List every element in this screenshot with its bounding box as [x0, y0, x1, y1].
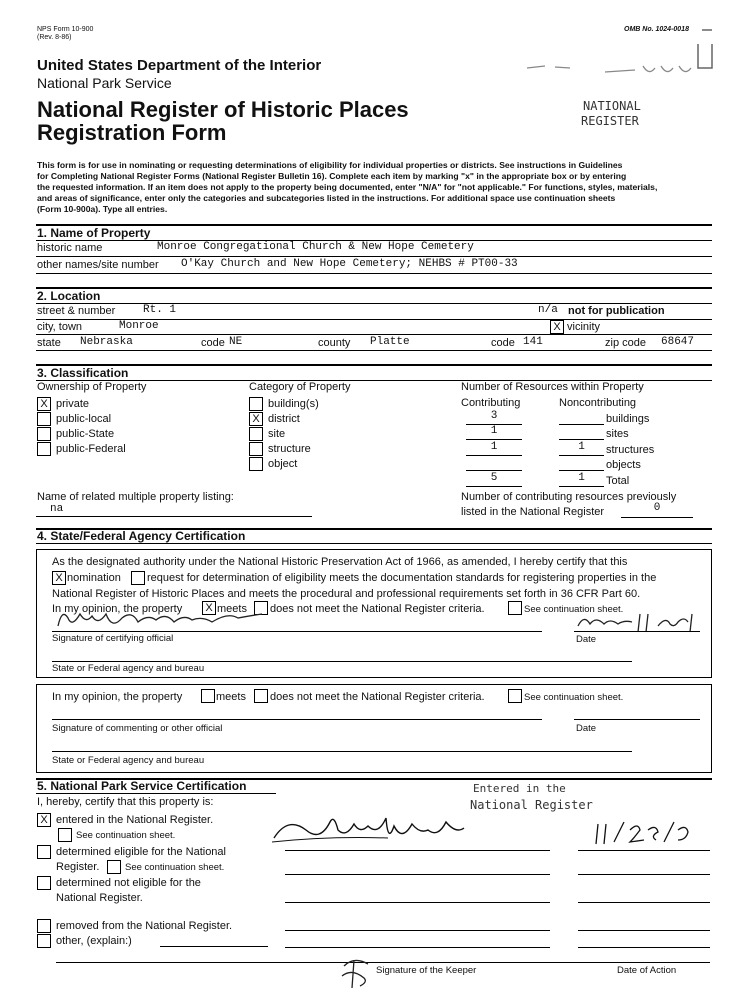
- ownership-public-local-checkbox[interactable]: [37, 412, 51, 426]
- keeper-signature-label: Signature of the Keeper: [376, 965, 477, 976]
- vicinity-label: vicinity: [567, 321, 601, 333]
- state-code-label: code: [201, 337, 225, 349]
- section2-heading: 2. Location: [37, 289, 101, 303]
- agency-bureau-rule: [52, 661, 632, 662]
- keeper-other-date-rule: [578, 947, 710, 948]
- historic-name-label: historic name: [37, 242, 103, 254]
- received-stamp-icon: [525, 58, 695, 86]
- instructions-line1: This form is for use in nominating or requesting determinations of eligibility for individual properties or districts. See instructions in Guidelines: [37, 160, 623, 170]
- county-value[interactable]: Platte: [370, 336, 410, 348]
- keeper-final-rule: [56, 962, 710, 963]
- keeper-other-rule: [285, 947, 550, 948]
- category-district-checkbox[interactable]: X: [249, 412, 263, 426]
- section4-heading-rule: [36, 543, 712, 544]
- noncontributing-total-value[interactable]: 1: [578, 472, 585, 484]
- date-of-action-label: Date of Action: [617, 965, 677, 976]
- city-rule: [36, 334, 712, 335]
- category-buildings-label: building(s): [268, 398, 319, 410]
- agency-bureau2-rule: [52, 751, 632, 752]
- contributing-total-rule: [466, 486, 522, 487]
- certifying-signature-rule: [52, 631, 542, 632]
- multiple-property-label: Name of related multiple property listing:: [37, 491, 234, 503]
- not-for-publication-value[interactable]: n/a: [538, 304, 558, 316]
- continuation-sheet2-label: See continuation sheet.: [524, 692, 624, 703]
- street-label: street & number: [37, 305, 116, 317]
- ownership-public-federal-checkbox[interactable]: [37, 442, 51, 456]
- entered-continuation-checkbox[interactable]: [58, 828, 72, 842]
- instructions-line2: for Completing National Register Forms (National Register Bulletin 16). Complete each item by marking "x" in the appropriate box or by entering: [37, 171, 627, 181]
- category-structure-checkbox[interactable]: [249, 442, 263, 456]
- nomination-checkbox[interactable]: X: [52, 571, 66, 585]
- certification-line1: As the designated authority under the National Historic Preservation Act of 1966, as amended, I hereby certify that this: [52, 556, 628, 568]
- certification-line3: National Register of Historic Places and meets the procedural and professional requirements set forth in 36 CFR Part 60.: [52, 588, 641, 600]
- certification-date-label: Date: [576, 634, 597, 645]
- eligible-label-line2: Register.: [56, 861, 100, 873]
- zip-value[interactable]: 68647: [661, 336, 695, 348]
- other-label: other, (explain:): [56, 935, 132, 947]
- section1-heading: 1. Name of Property: [37, 226, 151, 240]
- multiple-property-rule: [36, 516, 312, 517]
- meets2-label: meets: [216, 691, 246, 703]
- continuation-sheet-checkbox[interactable]: [508, 601, 522, 615]
- keeper-not-eligible-rule: [285, 902, 550, 903]
- other-checkbox[interactable]: [37, 934, 51, 948]
- section5-heading: 5. National Park Service Certification: [37, 779, 247, 793]
- historic-name-value[interactable]: Monroe Congregational Church & New Hope Cemetery: [157, 241, 474, 253]
- entered-label: entered in the National Register.: [56, 814, 214, 826]
- omb-number: OMB No. 1024-0018: [624, 26, 689, 33]
- does-not-meet-label: does not meet the National Register criteria.: [270, 603, 485, 615]
- contributing-structures-value[interactable]: 1: [490, 441, 498, 453]
- contributing-sites-value[interactable]: 1: [490, 425, 498, 437]
- ownership-public-federal-label: public-Federal: [56, 443, 126, 455]
- resource-structures-label: structures: [606, 444, 655, 456]
- not-eligible-checkbox[interactable]: [37, 876, 51, 890]
- state-code-value[interactable]: NE: [229, 336, 243, 348]
- noncontributing-structures-value[interactable]: 1: [578, 441, 585, 453]
- keeper-removed-rule: [285, 930, 550, 931]
- eligible-label-line1: determined eligible for the National: [56, 846, 226, 858]
- county-code-label: code: [491, 337, 515, 349]
- vicinity-checkbox[interactable]: X: [550, 320, 564, 334]
- category-structure-label: structure: [268, 443, 311, 455]
- resource-objects-label: objects: [606, 459, 641, 471]
- meets2-checkbox[interactable]: [201, 689, 215, 703]
- instructions-line4: and areas of significance, enter only the categories and subcategories listed in the instructions. For additional space use continuation sheets: [37, 193, 616, 203]
- category-object-checkbox[interactable]: [249, 457, 263, 471]
- ownership-private-label: private: [56, 398, 90, 410]
- opinion-label: In my opinion, the property: [52, 603, 183, 615]
- removed-label: removed from the National Register.: [56, 920, 233, 932]
- agency-bureau2-label: State or Federal agency and bureau: [52, 755, 205, 766]
- instructions-line3: the requested information. If an item does not apply to the property being documented, enter "N/A" for "not applicable." For functions, styles, materials,: [37, 182, 658, 192]
- ownership-public-local-label: public-local: [56, 413, 112, 425]
- nomination-label: nomination: [67, 572, 121, 584]
- certifying-official-signature-icon: [52, 604, 282, 634]
- previously-listed-value[interactable]: 0: [653, 502, 661, 514]
- noncontributing-sites-rule: [559, 439, 604, 440]
- multiple-property-value[interactable]: na: [50, 503, 64, 515]
- meets-label: meets: [217, 603, 247, 615]
- state-label: state: [37, 337, 61, 349]
- eligible-continuation-checkbox[interactable]: [107, 860, 121, 874]
- request-text: request for determination of eligibility meets the documentation standards for registering properties in the: [147, 572, 657, 584]
- previously-listed-rule: [621, 517, 693, 518]
- category-site-label: site: [268, 428, 286, 440]
- commenting-date-rule: [574, 719, 700, 720]
- agency-name: National Park Service: [37, 75, 172, 91]
- entered-checkbox[interactable]: X: [37, 813, 51, 827]
- street-value[interactable]: Rt. 1: [143, 304, 177, 316]
- noncontributing-buildings-rule: [559, 424, 604, 425]
- does-not-meet2-checkbox[interactable]: [254, 689, 268, 703]
- not-for-publication-label: not for publication: [568, 305, 665, 317]
- keeper-certify-label: I, hereby, certify that this property is:: [37, 796, 214, 808]
- resource-buildings-label: buildings: [606, 413, 650, 425]
- city-label: city, town: [37, 321, 83, 333]
- opinion2-label: In my opinion, the property: [52, 691, 183, 703]
- removed-checkbox[interactable]: [37, 919, 51, 933]
- national-register-stamp-line1: NATIONAL: [583, 99, 641, 113]
- category-object-label: object: [268, 458, 298, 470]
- other-names-value[interactable]: O'Kay Church and New Hope Cemetery; NEHBS # PT00-33: [181, 258, 518, 270]
- keeper-eligible-date-rule: [578, 874, 710, 875]
- contributing-structures-rule: [466, 455, 522, 456]
- section3-heading: 3. Classification: [37, 366, 129, 380]
- continuation-sheet2-checkbox[interactable]: [508, 689, 522, 703]
- keeper-initials-icon: [338, 952, 378, 992]
- eligible-checkbox[interactable]: [37, 845, 51, 859]
- noncontributing-heading: Noncontributing: [559, 397, 637, 409]
- section3-top-rule: [36, 364, 712, 366]
- commenting-signature-rule: [52, 719, 542, 720]
- noncontributing-objects-rule: [559, 470, 604, 471]
- previously-listed-label1: Number of contributing resources previously: [461, 491, 677, 503]
- noncontributing-total-rule: [559, 486, 604, 487]
- category-buildings-checkbox[interactable]: [249, 397, 263, 411]
- contributing-buildings-value[interactable]: 3: [490, 410, 498, 422]
- continuation-sheet-label: See continuation sheet.: [524, 604, 624, 615]
- section4-heading: 4. State/Federal Agency Certification: [37, 529, 246, 543]
- category-district-label: district: [268, 413, 300, 425]
- section2-top-rule: [36, 287, 712, 289]
- does-not-meet2-label: does not meet the National Register criteria.: [270, 691, 485, 703]
- other-explain-rule: [160, 946, 268, 947]
- resources-heading: Number of Resources within Property: [461, 381, 644, 393]
- resource-total-label: Total: [606, 475, 630, 487]
- contributing-sites-rule: [466, 439, 522, 440]
- state-value[interactable]: Nebraska: [80, 336, 133, 348]
- ownership-public-state-label: public-State: [56, 428, 115, 440]
- section5-heading-rule: [36, 793, 276, 794]
- keeper-date-handwriting-icon: [590, 820, 700, 848]
- eligible-continuation-label: See continuation sheet.: [125, 862, 225, 873]
- national-register-stamp-line2: REGISTER: [581, 114, 639, 128]
- certifying-official-label: Signature of certifying official: [52, 633, 174, 644]
- noncontributing-structures-rule: [559, 455, 604, 456]
- not-eligible-label-line2: National Register.: [56, 892, 143, 904]
- keeper-not-eligible-date-rule: [578, 902, 710, 903]
- request-checkbox[interactable]: [131, 571, 145, 585]
- state-rule: [36, 350, 712, 351]
- county-label: county: [318, 337, 351, 349]
- zip-label: zip code: [605, 337, 646, 349]
- meets-checkbox[interactable]: X: [202, 601, 216, 615]
- city-value[interactable]: Monroe: [119, 320, 159, 332]
- form-number: NPS Form 10-900: [37, 26, 94, 33]
- entered-stamp-line2: National Register: [470, 798, 593, 812]
- ownership-private-checkbox[interactable]: X: [37, 397, 51, 411]
- ownership-public-state-checkbox[interactable]: [37, 427, 51, 441]
- category-heading: Category of Property: [249, 381, 351, 393]
- not-eligible-label-line1: determined not eligible for the: [56, 877, 201, 889]
- form-title-line1: National Register of Historic Places: [37, 97, 409, 122]
- other-names-rule: [36, 273, 712, 274]
- form-title-line2: Registration Form: [37, 120, 227, 145]
- corner-scan-mark-icon: [694, 24, 718, 74]
- entered-continuation-label: See continuation sheet.: [76, 830, 176, 841]
- contributing-heading: Contributing: [461, 397, 521, 409]
- contributing-objects-rule: [466, 470, 522, 471]
- category-site-checkbox[interactable]: [249, 427, 263, 441]
- historic-name-rule: [36, 256, 712, 257]
- ownership-heading: Ownership of Property: [37, 381, 147, 393]
- instructions-line5: (Form 10-900a). Type all entries.: [37, 204, 168, 214]
- keeper-entered-date-rule: [578, 850, 710, 851]
- form-revision: (Rev. 8-86): [37, 34, 72, 41]
- keeper-removed-date-rule: [578, 930, 710, 931]
- entered-stamp-line1: Entered in the: [473, 782, 566, 795]
- section2-heading-rule: [36, 303, 712, 304]
- keeper-eligible-rule: [285, 874, 550, 875]
- county-code-value[interactable]: 141: [523, 336, 543, 348]
- contributing-total-value[interactable]: 5: [490, 472, 498, 484]
- department-name: United States Department of the Interior: [37, 57, 322, 74]
- other-names-label: other names/site number: [37, 259, 159, 271]
- commenting-official-label: Signature of commenting or other official: [52, 723, 223, 734]
- resource-sites-label: sites: [606, 428, 629, 440]
- agency-bureau-label: State or Federal agency and bureau: [52, 663, 205, 674]
- previously-listed-label2: listed in the National Register: [461, 506, 605, 518]
- certification-date-rule: [574, 631, 700, 632]
- keeper-signature-icon: [268, 808, 478, 852]
- keeper-entered-rule: [285, 850, 550, 851]
- commenting-date-label: Date: [576, 723, 597, 734]
